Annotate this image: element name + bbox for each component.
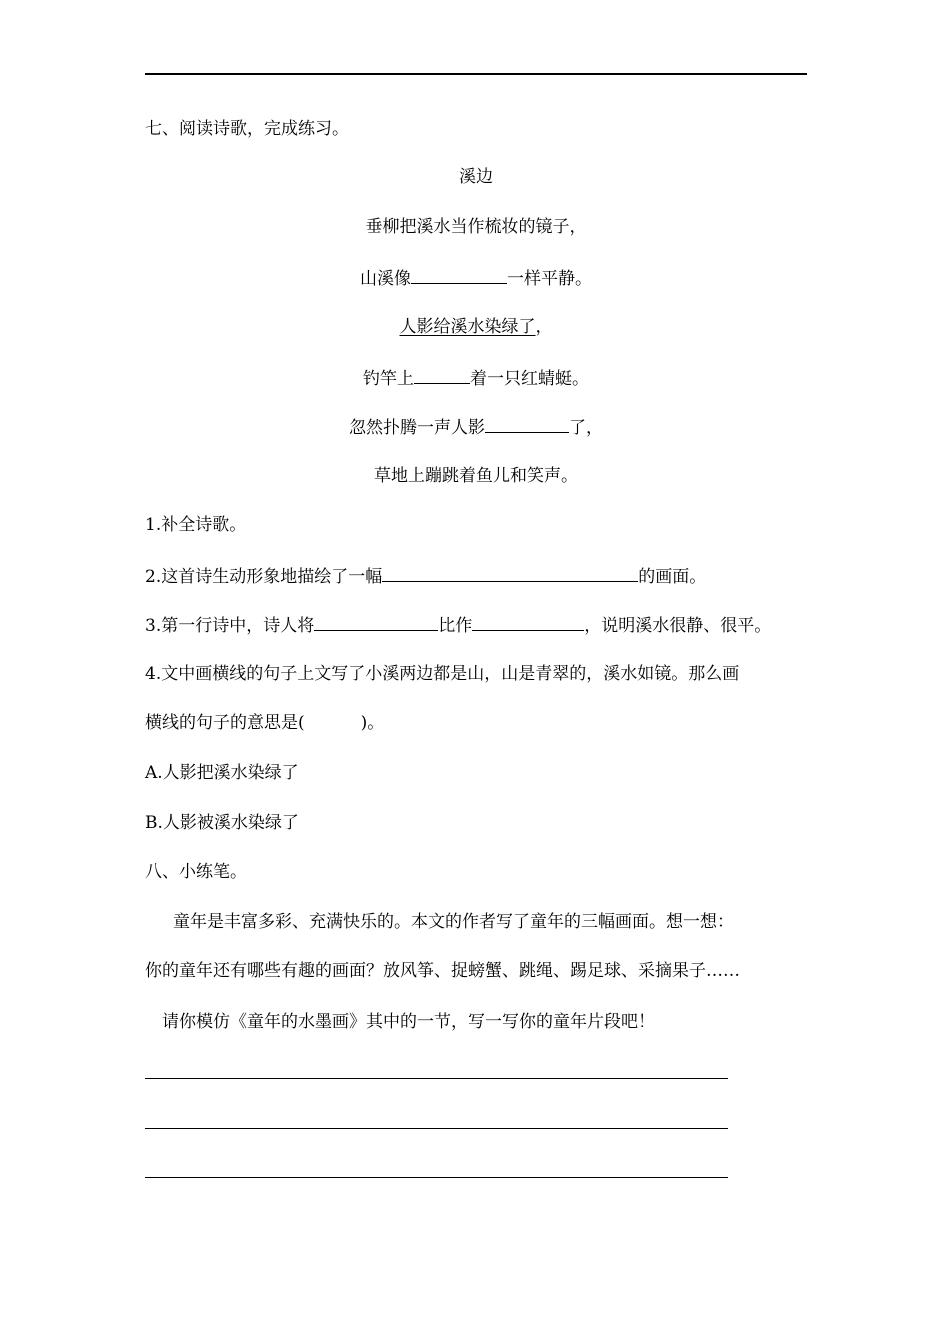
question-3-blank-2[interactable] xyxy=(472,612,584,631)
section7-heading: 七、阅读诗歌，完成练习。 xyxy=(145,119,349,139)
poem-line-2 xyxy=(145,265,807,291)
question-3-end: ，说明溪水很静、很平。 xyxy=(584,616,772,636)
writing-line-2[interactable] xyxy=(145,1128,728,1129)
question-2-end: 的画面。 xyxy=(638,567,707,587)
poem-blank-3[interactable] xyxy=(485,414,569,433)
poem-line-3 xyxy=(145,315,807,339)
poem-blank-1[interactable] xyxy=(411,265,507,284)
question-4-line-2-start: 横线的句子的意思是( xyxy=(145,713,305,733)
poem-line-6: 草地上蹦跳着鱼儿和笑声。 xyxy=(374,466,578,486)
question-3-start: 3.第一行诗中，诗人将 xyxy=(145,616,315,636)
question-4-line-1: 4.文中画横线的句子上文写了小溪两边都是山，山是青翠的，溪水如镜。那么画 xyxy=(145,664,740,684)
question-3-blank-1[interactable] xyxy=(314,612,438,631)
question-2 xyxy=(145,563,706,589)
question-4-line-2 xyxy=(145,711,384,735)
poem-line-4-start: 钓竿上 xyxy=(363,369,414,389)
poem-line-5-start: 忽然扑腾一声人影 xyxy=(349,418,485,438)
writing-line-3[interactable] xyxy=(145,1177,728,1178)
question-1: 1.补全诗歌。 xyxy=(145,515,247,535)
poem-line-2-start: 山溪像 xyxy=(360,269,411,289)
option-b: B.人影被溪水染绿了 xyxy=(145,813,299,833)
poem-line-5 xyxy=(145,414,807,440)
question-3-mid: 比作 xyxy=(438,616,473,636)
header-rule xyxy=(145,73,807,75)
section8-para2: 请你模仿《童年的水墨画》其中的一节，写一写你的童年片段吧！ xyxy=(162,1012,655,1032)
poem-line-4 xyxy=(145,365,807,391)
poem-blank-2[interactable] xyxy=(414,365,470,384)
question-2-start: 2.这首诗生动形象地描绘了一幅 xyxy=(145,567,383,587)
option-a: A.人影把溪水染绿了 xyxy=(145,763,299,783)
poem-title: 溪边 xyxy=(459,167,493,187)
section8-para1-line2: 你的童年还有哪些有趣的画面？放风筝、捉螃蟹、跳绳、踢足球、采摘果子…… xyxy=(145,961,740,981)
question-4-line-2-end: )。 xyxy=(360,713,385,733)
poem-line-3-punct: ， xyxy=(535,317,553,337)
poem-line-4-end: 着一只红蜻蜓。 xyxy=(470,369,589,389)
poem-line-3-underlined: 人影给溪水染绿了 xyxy=(399,317,536,337)
poem-line-2-end: 一样平静。 xyxy=(507,269,592,289)
writing-line-1[interactable] xyxy=(145,1078,728,1079)
question-2-blank[interactable] xyxy=(382,563,638,582)
question-3 xyxy=(145,612,771,638)
section8-para1-line1: 童年是丰富多彩、充满快乐的。本文的作者写了童年的三幅画面。想一想： xyxy=(173,912,734,932)
poem-line-1: 垂柳把溪水当作梳妆的镜子， xyxy=(365,217,587,237)
section8-heading: 八、小练笔。 xyxy=(145,862,247,882)
poem-line-5-end: 了， xyxy=(569,418,603,438)
